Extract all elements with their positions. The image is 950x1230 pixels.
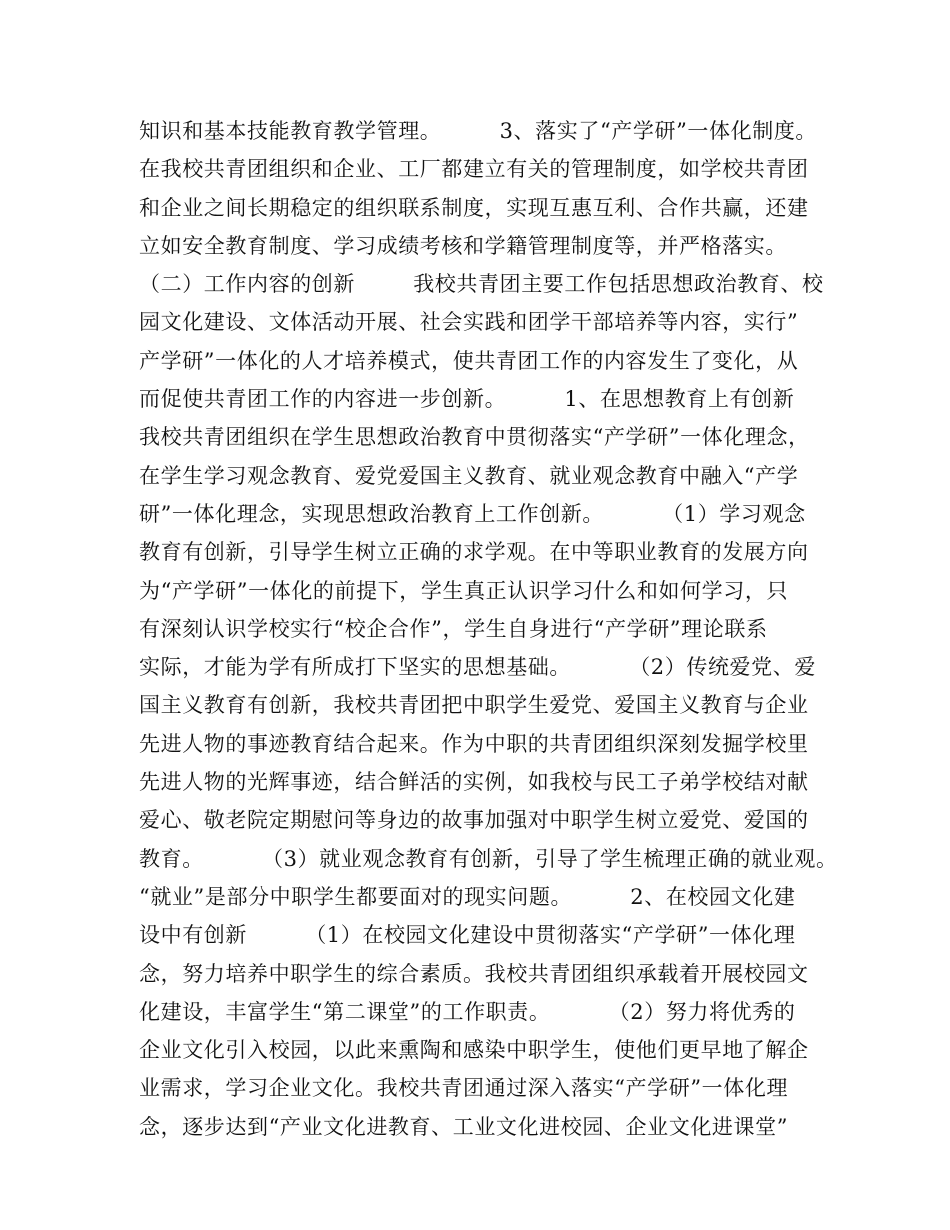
text-line: 我校共青团组织在学生思想政治教育中贯彻落实“产学研”一体化理念， bbox=[139, 425, 810, 450]
text-line: 先进人物的光辉事迹，结合鲜活的实例，如我校与民工子弟学校结对献 bbox=[139, 770, 809, 795]
text-line: 教育。 （3）就业观念教育有创新，引导了学生梳理正确的就业观。 bbox=[139, 846, 838, 871]
text-line: （二）工作内容的创新 我校共青团主要工作包括思想政治教育、校 bbox=[139, 272, 824, 297]
text-line: 知识和基本技能教育教学管理。 3、落实了“产学研”一体化制度。 bbox=[139, 119, 818, 143]
text-line: 和企业之间长期稳定的组织联系制度，实现互惠互利、合作共赢，还建 bbox=[139, 195, 809, 220]
text-line: 研”一体化理念，实现思想政治教育上工作创新。 （1）学习观念 bbox=[139, 501, 806, 526]
text-line: 爱心、敬老院定期慰问等身边的故事加强对中职学生树立爱党、爱国的 bbox=[139, 808, 809, 833]
text-line: 在学生学习观念教育、爱党爱国主义教育、就业观念教育中融入“产学 bbox=[139, 463, 799, 488]
text-line: 有深刻认识学校实行“校企合作”，学生自身进行“产学研”理论联系 bbox=[139, 616, 768, 641]
text-line: 业需求，学习企业文化。我校共青团通过深入落实“产学研”一体化理 bbox=[139, 1076, 789, 1101]
text-line: 国主义教育有创新，我校共青团把中职学生爱党、爱国主义教育与企业 bbox=[139, 693, 809, 718]
text-line: “就业”是部分中职学生都要面对的现实问题。 2、在校园文化建 bbox=[139, 884, 796, 909]
text-line: 在我校共青团组织和企业、工厂都建立有关的管理制度，如学校共青团 bbox=[139, 157, 809, 182]
text-line: 立如安全教育制度、学习成绩考核和学籍管理制度等，并严格落实。 bbox=[139, 233, 787, 258]
text-line: 产学研”一体化的人才培养模式，使共青团工作的内容发生了变化，从 bbox=[139, 348, 799, 373]
text-line: 企业文化引入校园，以此来熏陶和感染中职学生，使他们更早地了解企 bbox=[139, 1038, 809, 1063]
text-line: 教育有创新，引导学生树立正确的求学观。在中等职业教育的发展方向 bbox=[139, 540, 809, 565]
text-line: 为“产学研”一体化的前提下，学生真正认识学习什么和如何学习，只 bbox=[139, 578, 789, 603]
text-line: 念，逐步达到“产业文化进教育、工业文化进校园、企业文化进课堂” bbox=[139, 1114, 789, 1139]
text-line: 设中有创新 （1）在校园文化建设中贯彻落实“产学研”一体化理 bbox=[139, 923, 796, 948]
text-line: 先进人物的事迹教育结合起来。作为中职的共青团组织深刻发掘学校里 bbox=[139, 731, 809, 756]
body-text bbox=[139, 112, 838, 1146]
text-line: 化建设，丰富学生“第二课堂”的工作职责。 （2）努力将优秀的 bbox=[139, 999, 796, 1024]
text-line: 实际，才能为学有所成打下坚实的思想基础。 （2）传统爱党、爱 bbox=[139, 655, 816, 680]
text-line: 而促使共青团工作的内容进一步创新。 1、在思想教育上有创新 bbox=[139, 387, 795, 412]
text-line: 念，努力培养中职学生的综合素质。我校共青团组织承载着开展校园文 bbox=[139, 961, 809, 986]
text-line: 园文化建设、文体活动开展、社会实践和团学干部培养等内容，实行” bbox=[139, 310, 799, 335]
